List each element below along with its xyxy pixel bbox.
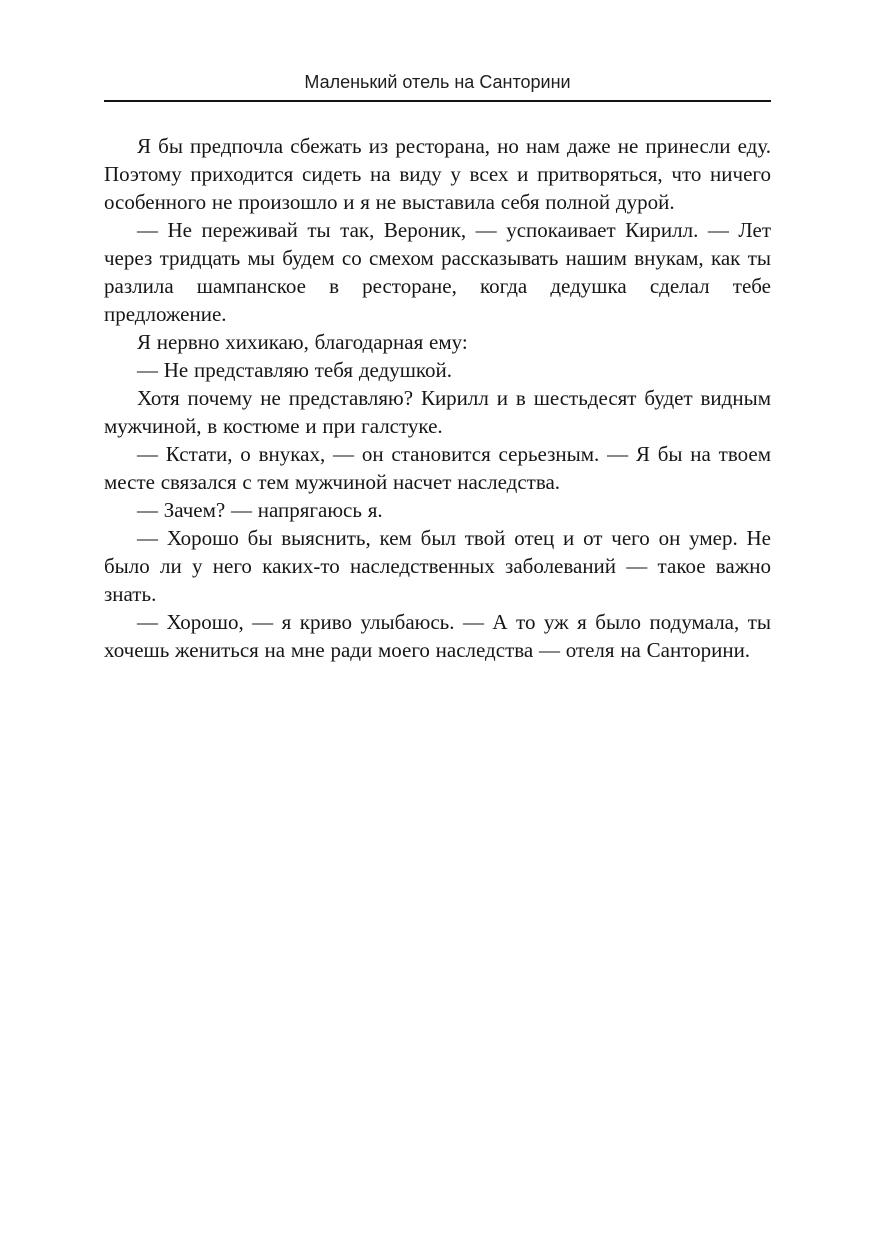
running-head-title: Маленький отель на Санторини bbox=[304, 72, 571, 92]
paragraph: — Хорошо бы выяснить, кем был твой отец и от чего он умер. Не было ли у него каких-то наследственных заболеваний — такое важно знать. bbox=[104, 526, 771, 606]
paragraph: — Не представляю тебя дедушкой. bbox=[137, 358, 453, 382]
paragraph: — Не переживай ты так, Вероник, — успокаивает Кирилл. — Лет через тридцать мы будем со смехом рассказывать нашим внукам, как ты разлила шампанское в ресторане, когда дедушка сделал тебе предложение. bbox=[104, 218, 771, 326]
header-rule bbox=[104, 100, 771, 102]
paragraph: Хотя почему не представляю? Кирилл и в шестьдесят будет видным мужчиной, в костюме и при галстуке. bbox=[104, 386, 771, 438]
paragraph: — Кстати, о внуках, — он становится серьезным. — Я бы на твоем месте связался с тем мужчиной насчет наследства. bbox=[104, 442, 771, 494]
paragraph: — Хорошо, — я криво улыбаюсь. — А то уж я было подумала, ты хочешь жениться на мне ради моего наследства — отеля на Санторини. bbox=[104, 610, 771, 662]
paragraph: Я нервно хихикаю, благодарная ему: bbox=[137, 330, 468, 354]
page-text bbox=[104, 132, 771, 664]
paragraph: — Зачем? — напрягаюсь я. bbox=[137, 498, 383, 522]
paragraph: Я бы предпочла сбежать из ресторана, но нам даже не принесли еду. Поэтому приходится сидеть на виду у всех и притворяться, что ничего особенного не произошло и я не выставила себя полной дурой. bbox=[104, 134, 771, 214]
